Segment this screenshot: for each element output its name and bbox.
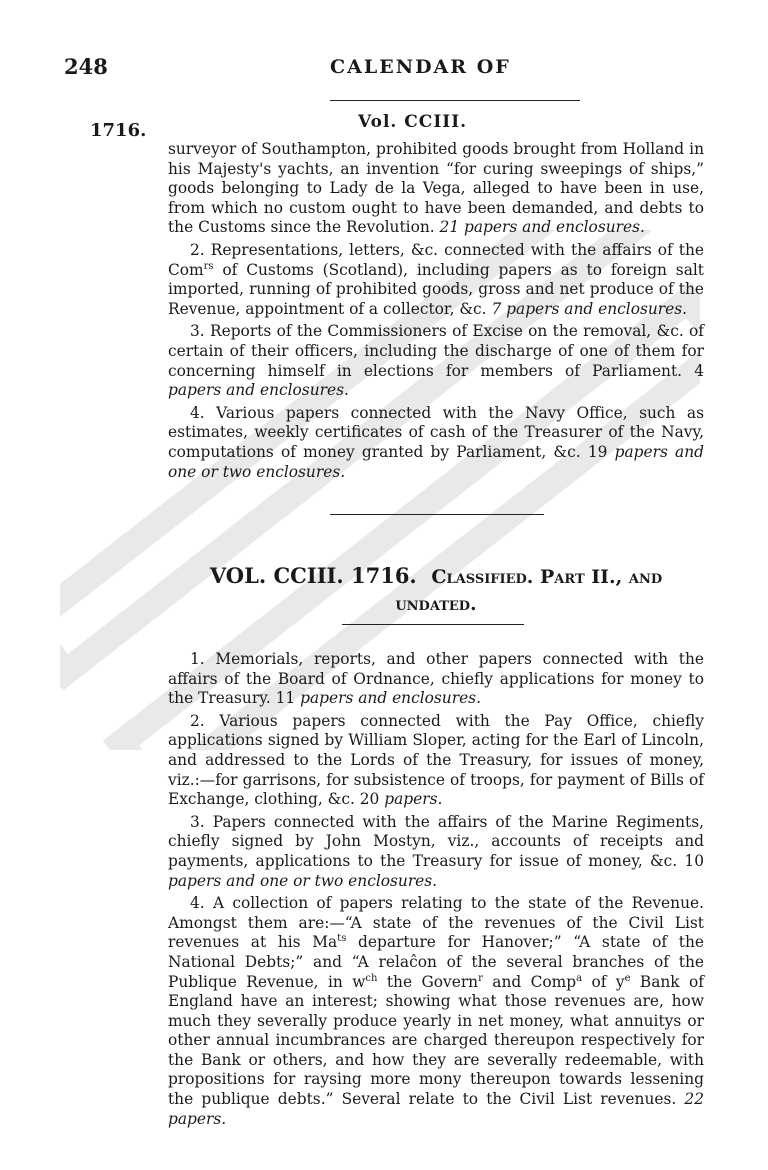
- item-2-pay-office: 2. Various papers connected with the Pay Office, chiefly applications signed by William Sloper, acting for the Earl of Lincoln, and addressed to the Lords of the Treasury, for issues of money, viz.:—for garrisons, for subsistence of troops, for payment of Bills of Exchange, clothing, &c. 20 papers.: [168, 711, 704, 809]
- page-number: 248: [64, 54, 108, 79]
- item-4-navy-office: 4. Various papers connected with the Navy Office, such as estimates, weekly certificates of cash of the Treasurer of the Navy, computations of money granted by Parliament, &c. 19 papers and one or two enclosures.: [168, 403, 704, 481]
- heading-underline-rule: [342, 624, 524, 625]
- header-rule: [330, 100, 580, 101]
- volume-subheading: Vol. CCIII.: [358, 112, 468, 132]
- item-3-marine-regiments: 3. Papers connected with the affairs of the Marine Regiments, chiefly signed by John Mostyn, viz., accounts of receipts and payments, applications to the Treasury for issue of money, &c. 10 papers and one or two enclosures.: [168, 812, 704, 890]
- running-title: CALENDAR OF: [330, 56, 511, 78]
- top-section: [168, 140, 704, 485]
- item-1-ordnance: 1. Memorials, reports, and other papers connected with the affairs of the Board of Ordnance, chiefly applications for money to the Treasury. 11 papers and enclosures.: [168, 650, 704, 708]
- section-heading: VOL. CCIII. 1716. Classified. Part II., and undated.: [209, 563, 663, 615]
- continuation-paragraph: surveyor of Southampton, prohibited goods brought from Holland in his Majesty's yachts, an invention “for curing sweepings of ships,” goods belonging to Lady de la Vega, alleged to have been in use, from which no custom ought to have been demanded, and debts to the Customs since the Revolution. 21 papers and enclosures.: [168, 140, 704, 237]
- section-divider-rule: [330, 514, 544, 515]
- bottom-section: [168, 650, 704, 1132]
- item-3-excise: 3. Reports of the Commissioners of Excise on the removal, &c. of certain of their officers, including the discharge of one of them for concerning himself in elections for members of Parliament. 4 papers and enclosures.: [168, 322, 704, 400]
- item-4-revenue: 4. A collection of papers relating to the state of the Revenue. Amongst them are:—“A state of the revenues of the Civil List revenues at his $Ma^{ts}$ departure for Hanover;” “A state of the National Debts;” and “A relaĉon of the several branches of the Publique Revenue, in $w^{ch}$ the Govern$^r$ and Comp$^a$ of $y^e$ Bank of England have an interest; showing what those revenues are, how much they severally produce yearly in net money, what annuitys or other annual incumbrances are charged thereupon respectively for the Bank or others, and how they are severally redeemable, with propositions for raysing more mony thereupon towards lessening the publique debts.” Several relate to the Civil List revenues. 22 papers.: [168, 894, 704, 1128]
- item-2-customs-scotland: 2. Representations, letters, &c. connected with the affairs of the Com$^{rs}$ of Customs (Scotland), including papers as to foreign salt imported, running of prohibited goods, gross and net produce of the Revenue, appointment of a collector, &c. 7 papers and enclosures.: [168, 240, 704, 318]
- margin-year: 1716.: [90, 120, 147, 141]
